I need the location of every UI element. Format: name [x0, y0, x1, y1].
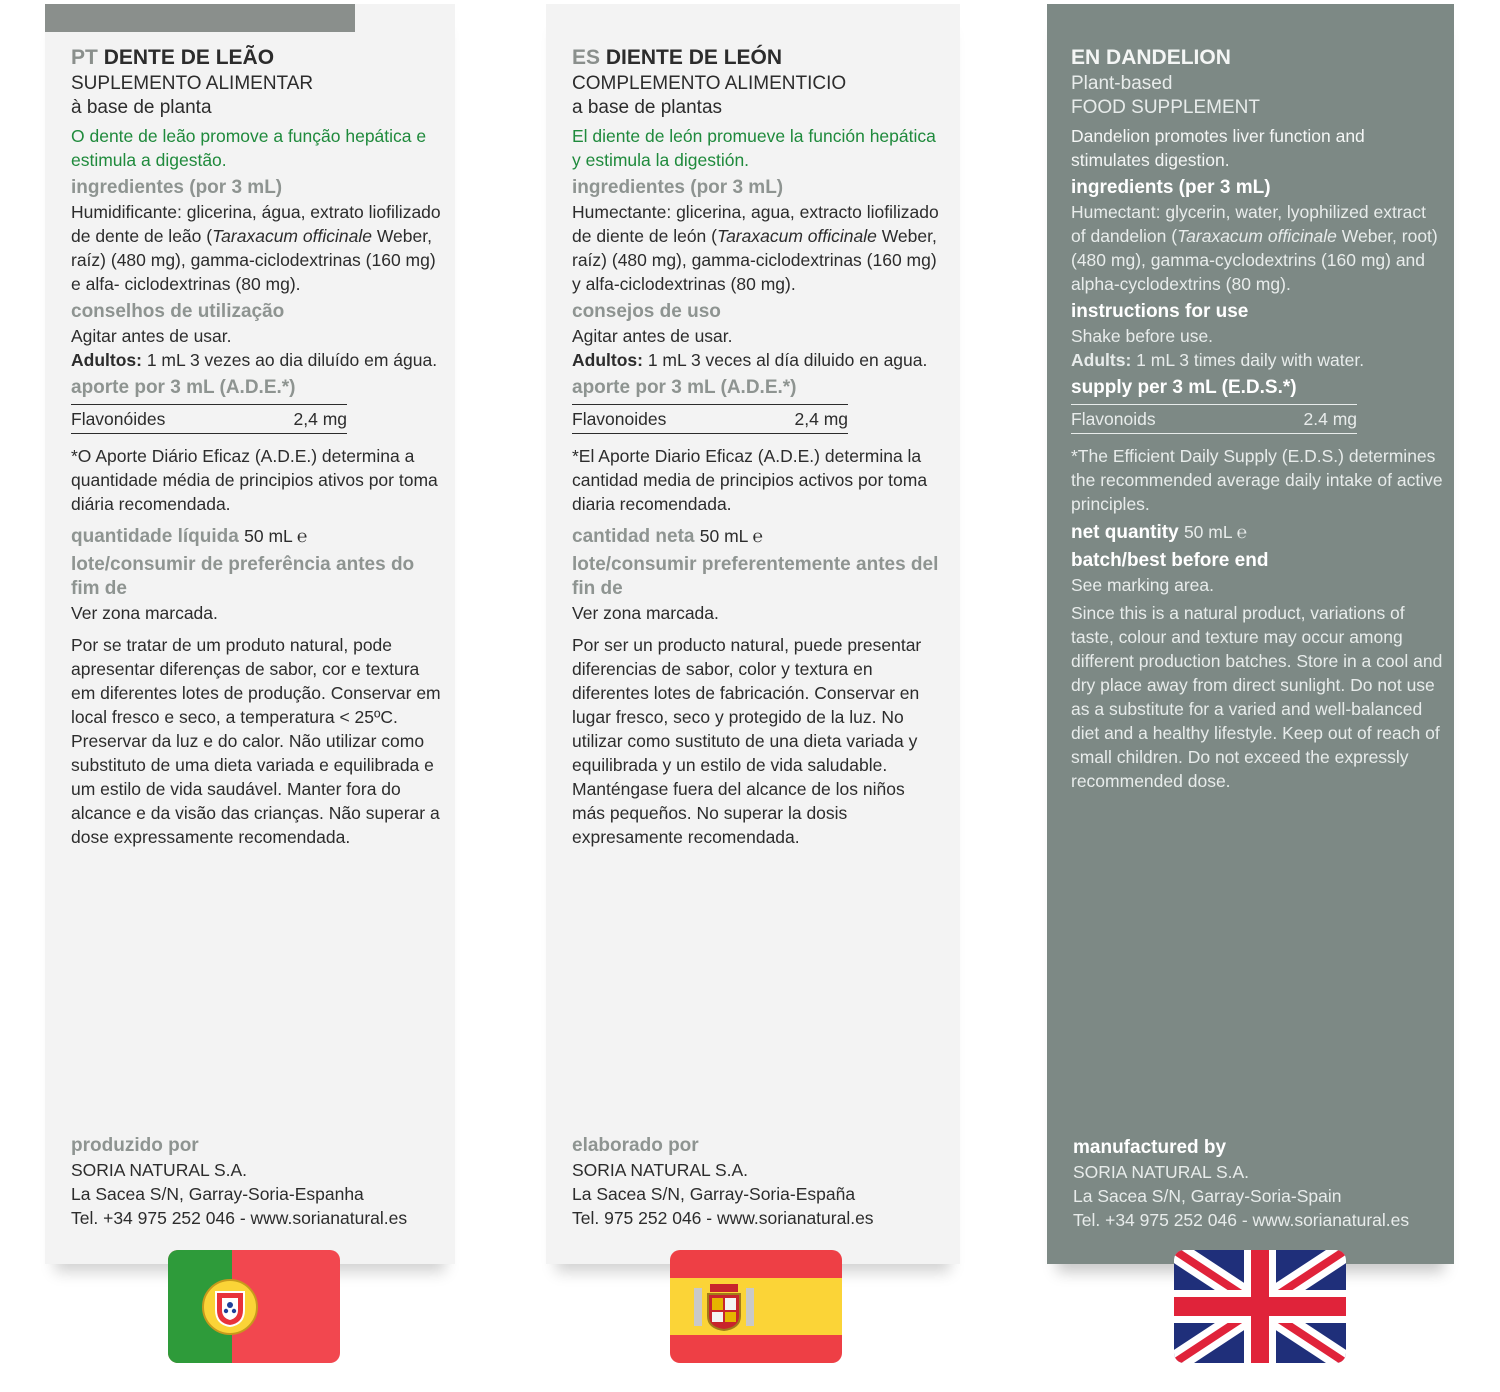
footnote: *El Aporte Diario Eficaz (A.D.E.) determina la cantidad media de principios activos por toma diaria recomendada. — [572, 446, 928, 514]
batch-heading: lote/consumir de preferência antes do fim de — [71, 554, 415, 599]
usage-shake: Shake before use. — [1071, 326, 1214, 346]
usage-adults: Adultos: 1 mL 3 veces al día diluido en agua. — [572, 350, 928, 370]
label-panel-es — [546, 4, 960, 1264]
product-title — [572, 46, 942, 70]
manufacturer-heading: elaborado por — [572, 1135, 699, 1156]
manufacturer-heading: produzido por — [71, 1135, 199, 1156]
language-code: PT — [71, 46, 98, 69]
manufacturer-info — [71, 1134, 451, 1230]
united-kingdom-flag-icon — [1174, 1250, 1346, 1363]
batch-text: Ver zona marcada. — [71, 603, 218, 623]
batch-text: See marking area. — [1071, 575, 1214, 595]
language-code: ES — [572, 46, 601, 69]
manufacturer-address: La Sacea S/N, Garray-Soria-Espanha — [71, 1184, 364, 1204]
manufacturer-name: SORIA NATURAL S.A. — [71, 1160, 248, 1180]
label-content — [1071, 46, 1443, 793]
product-subtype: à base de planta — [71, 97, 212, 118]
batch-heading: lote/consumir preferentemente antes del fin de — [572, 554, 939, 599]
product-type: Plant-based — [1071, 73, 1173, 94]
manufacturer-heading: manufactured by — [1073, 1137, 1227, 1158]
manufacturer-contact: Tel. 975 252 046 - www.sorianatural.es — [572, 1208, 874, 1228]
warning-text: Since this is a natural product, variations of taste, colour and texture may occur among different production batches. Store in a cool and dry place away from direct sunlight. Do not use as a substitute for a varied and well-balanced diet and a healthy lifestyle. Keep out of reach of small children. Do not exceed the expressly recommended dose. — [1071, 603, 1443, 791]
health-claim: O dente de leão promove a função hepática e estimula a digestão. — [71, 126, 427, 170]
usage-shake: Agitar antes de usar. — [71, 326, 232, 346]
label-content — [71, 46, 441, 849]
supply-table — [1071, 404, 1357, 434]
ingredients-text: Humidificante: glicerina, água, extrato liofilizado de dente de leão (Taraxacum officinale Weber, raíz) (480 mg), gamma-ciclodextrinas (160 mg) e alfa- ciclodextrinas (80 mg). — [71, 202, 441, 294]
language-code: EN — [1071, 46, 1101, 69]
top-bar — [45, 4, 355, 32]
warning-text: Por se tratar de um produto natural, pode apresentar diferenças de sabor, cor e textura em diferentes lotes de produção. Conservar em local fresco e seco, a temperatura < 25ºC. Preservar da luz e do calor. Não utilizar como substituto de uma dieta variada e equilibrada e um estilo de vida saudável. Manter fora do alcance e da visão das crianças. Não superar a dose expressamente recomendada. — [71, 635, 441, 847]
table-value: 2,4 mg — [794, 409, 848, 429]
usage-shake: Agitar antes de usar. — [572, 326, 733, 346]
ingredients-text: Humectante: glicerina, agua, extracto liofilizado de diente de león (Taraxacum officinale Weber, raíz) (480 mg), gamma-ciclodextrinas (160 mg) y alfa-ciclodextrinas (80 mg). — [572, 202, 939, 294]
net-quantity: cantidad neta 50 mL ℮ — [572, 526, 764, 547]
label-panel-en — [1047, 4, 1454, 1264]
table-label: Flavonóides — [71, 409, 166, 429]
product-subtype: FOOD SUPPLEMENT — [1071, 97, 1260, 118]
footnote: *O Aporte Diário Eficaz (A.D.E.) determina a quantidade média de principios ativos por toma diária recomendada. — [71, 446, 438, 514]
label-panel-pt — [45, 4, 455, 1264]
ingredients-heading: ingredientes (por 3 mL) — [71, 177, 283, 198]
usage-heading: instructions for use — [1071, 301, 1249, 322]
batch-heading: batch/best before end — [1071, 550, 1269, 571]
health-claim: Dandelion promotes liver function and stimulates digestion. — [1071, 126, 1365, 170]
manufacturer-name: SORIA NATURAL S.A. — [572, 1160, 749, 1180]
product-name: DANDELION — [1106, 46, 1231, 69]
batch-text: Ver zona marcada. — [572, 603, 719, 623]
manufacturer-contact: Tel. +34 975 252 046 - www.sorianatural.es — [1073, 1210, 1410, 1230]
net-quantity: quantidade líquida 50 mL ℮ — [71, 526, 308, 547]
label-content — [572, 46, 942, 849]
usage-heading: consejos de uso — [572, 301, 721, 322]
spain-flag-icon — [670, 1250, 842, 1363]
ingredients-heading: ingredients (per 3 mL) — [1071, 177, 1271, 198]
table-value: 2,4 mg — [293, 409, 347, 429]
usage-adults: Adultos: 1 mL 3 vezes ao dia diluído em água. — [71, 350, 438, 370]
product-name: DIENTE DE LEÓN — [605, 46, 783, 69]
supply-heading: aporte por 3 mL (A.D.E.*) — [71, 377, 296, 398]
product-subtype: a base de plantas — [572, 97, 723, 118]
table-label: Flavonoides — [572, 409, 667, 429]
portugal-flag-icon — [168, 1250, 340, 1363]
warning-text: Por ser un producto natural, puede presentar diferencias de sabor, color y textura en diferentes lotes de fabricación. Conservar en lugar fresco, seco y protegido de la luz. No utilizar como sustituto de una dieta variada y equilibrada y un estilo de vida saludable. Manténgase fuera del alcance de los niños más pequeños. No superar la dosis expresamente recomendada. — [572, 635, 922, 847]
supply-heading: aporte por 3 mL (A.D.E.*) — [572, 377, 797, 398]
manufacturer-name: SORIA NATURAL S.A. — [1073, 1162, 1250, 1182]
manufacturer-info — [572, 1134, 952, 1230]
manufacturer-info — [1073, 1136, 1453, 1232]
health-claim: El diente de león promueve la función hepática y estimula la digestión. — [572, 126, 936, 170]
product-title — [1071, 46, 1443, 70]
supply-heading: supply per 3 mL (E.D.S.*) — [1071, 377, 1297, 398]
net-quantity: net quantity 50 mL ℮ — [1071, 522, 1248, 543]
table-label: Flavonoids — [1071, 409, 1156, 429]
supply-table — [572, 404, 848, 434]
usage-heading: conselhos de utilização — [71, 301, 285, 322]
supply-table — [71, 404, 347, 434]
manufacturer-address: La Sacea S/N, Garray-Soria-Spain — [1073, 1186, 1342, 1206]
manufacturer-address: La Sacea S/N, Garray-Soria-España — [572, 1184, 856, 1204]
footnote: *The Efficient Daily Supply (E.D.S.) determines the recommended average daily intake of active principles. — [1071, 446, 1443, 514]
product-title — [71, 46, 441, 70]
manufacturer-contact: Tel. +34 975 252 046 - www.sorianatural.es — [71, 1208, 408, 1228]
table-value: 2.4 mg — [1303, 409, 1357, 429]
ingredients-text: Humectant: glycerin, water, lyophilized extract of dandelion (Taraxacum officinale Weber, root) (480 mg), gamma-cyclodextrins (160 mg) and alpha-cyclodextrins (80 mg). — [1071, 202, 1438, 294]
product-type: COMPLEMENTO ALIMENTICIO — [572, 73, 847, 94]
ingredients-heading: ingredientes (por 3 mL) — [572, 177, 784, 198]
product-name: DENTE DE LEÃO — [103, 46, 275, 69]
product-type: SUPLEMENTO ALIMENTAR — [71, 73, 314, 94]
usage-adults: Adults: 1 mL 3 times daily with water. — [1071, 350, 1365, 370]
